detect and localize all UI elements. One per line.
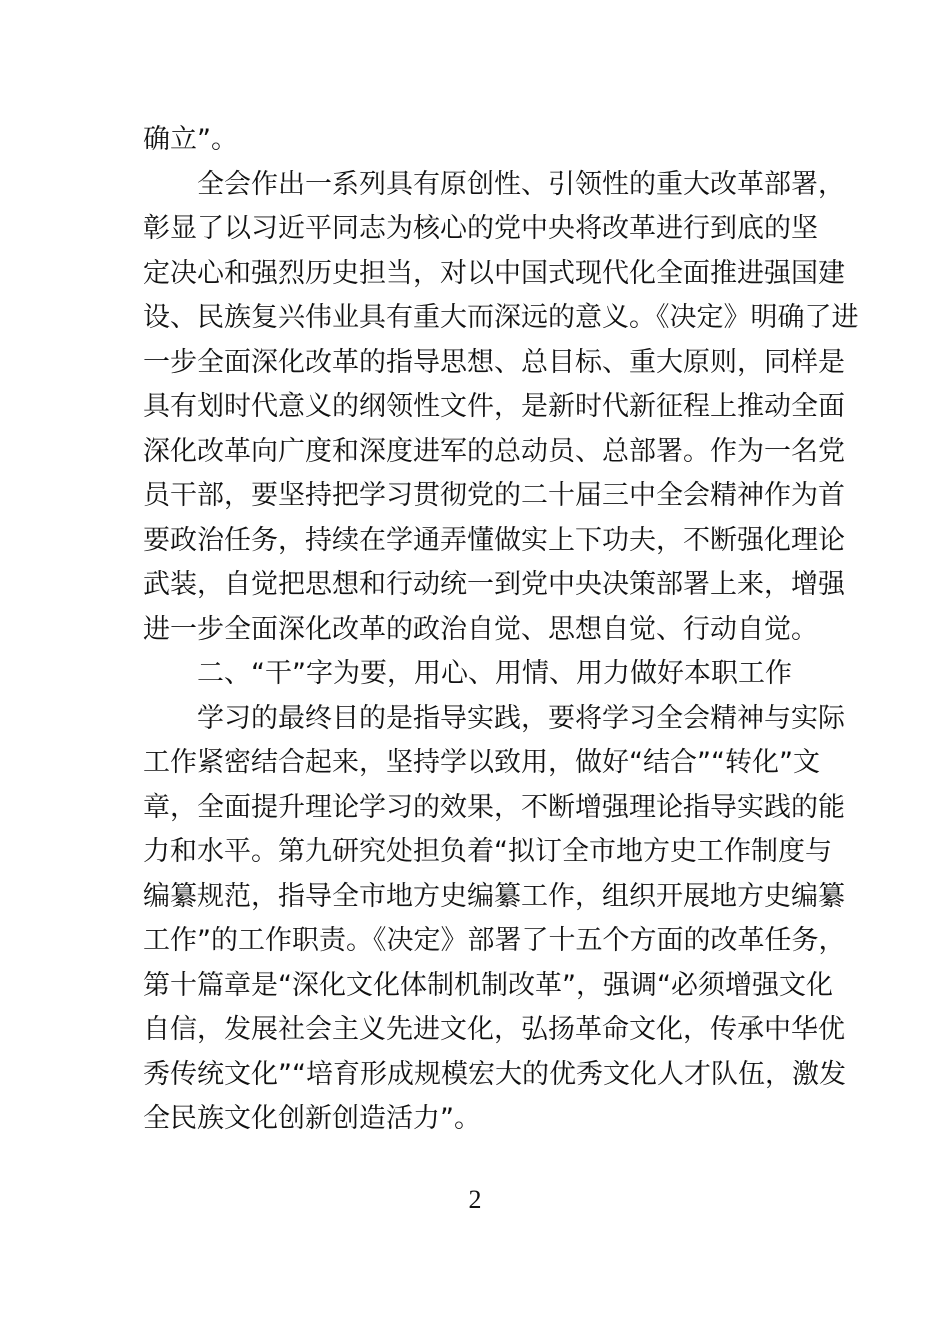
text-line: 一步全面深化改革的指导思想、总目标、重大原则，同样是: [143, 346, 845, 378]
section-heading: 二、“干”字为要，用心、用情、用力做好本职工作: [197, 658, 792, 689]
text-line: 章，全面提升理论学习的效果，不断增强理论指导实践的能: [143, 791, 845, 823]
body-text: [143, 118, 859, 1142]
text-line: 秀传统文化”“培育形成规模宏大的优秀文化人才队伍，激发: [143, 1058, 846, 1090]
text-line: 力和水平。第九研究处担负着“拟订全市地方史工作制度与: [143, 836, 832, 867]
text-line: 要政治任务，持续在学通弄懂做实上下功夫，不断强化理论: [143, 524, 845, 556]
text-line: 彰显了以习近平同志为核心的党中央将改革进行到底的坚: [143, 213, 818, 244]
text-line: 全民族文化创新创造活力”。: [143, 1103, 481, 1134]
text-line: 定决心和强烈历史担当，对以中国式现代化全面推进强国建: [143, 257, 845, 289]
page-number: 2: [468, 1185, 482, 1214]
text-line: 确立”。: [143, 124, 238, 155]
text-line: 员干部，要坚持把学习贯彻党的二十届三中全会精神作为首: [143, 480, 845, 511]
paragraph-first-line: 全会作出一系列具有原创性、引领性的重大改革部署，: [197, 168, 845, 200]
text-line: 具有划时代意义的纲领性文件，是新时代新征程上推动全面: [143, 391, 845, 422]
text-line: 进一步全面深化改革的政治自觉、思想自觉、行动自觉。: [143, 613, 818, 645]
text-line: 工作紧密结合起来，坚持学以致用，做好“结合”“转化”文: [143, 747, 820, 778]
text-line: 设、民族复兴伟业具有重大而深远的意义。《决定》明确了进: [143, 302, 859, 333]
text-line: 深化改革向广度和深度进军的总动员、总部署。作为一名党: [143, 435, 845, 467]
text-line: 编纂规范，指导全市地方史编纂工作，组织开展地方史编纂: [143, 880, 845, 912]
text-line: 工作”的工作职责。《决定》部署了十五个方面的改革任务，: [143, 925, 846, 956]
text-line: 自信，发展社会主义先进文化，弘扬革命文化，传承中华优: [143, 1014, 845, 1045]
paragraph-first-line: 学习的最终目的是指导实践，要将学习全会精神与实际: [197, 702, 845, 734]
text-line: 第十篇章是“深化文化体制机制改革”，强调“必须增强文化: [143, 969, 833, 1001]
text-line: 武装，自觉把思想和行动统一到党中央决策部署上来，增强: [143, 569, 845, 600]
